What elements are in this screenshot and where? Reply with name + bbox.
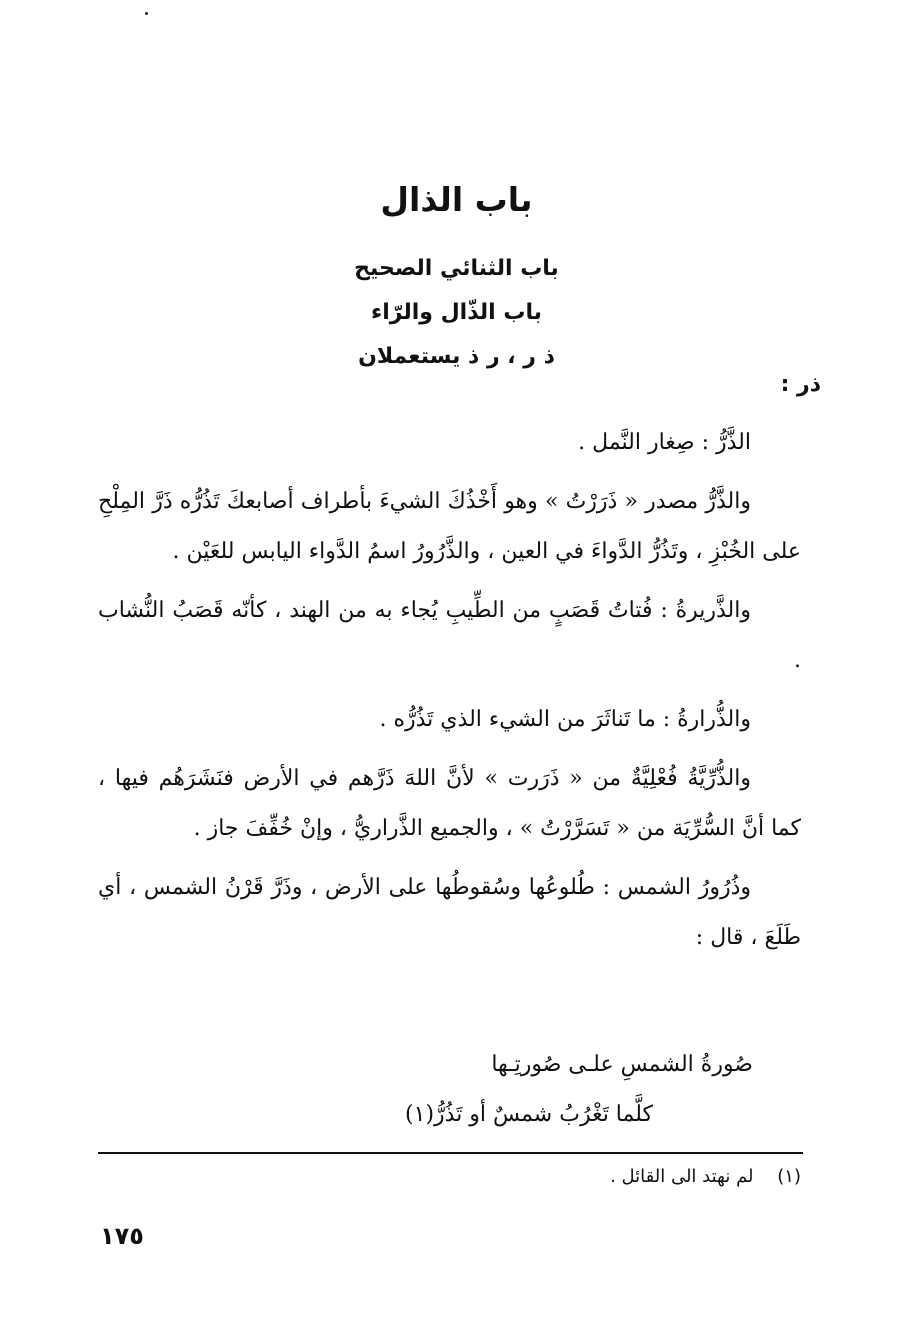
- root-label: ذر :: [780, 372, 821, 397]
- paragraph: والذُّرارةُ : ما تَناثَرَ من الشيء الذي تَذُرُّه .: [379, 707, 751, 732]
- chapter-headings: [0, 180, 913, 379]
- subsection-title: باب الذّال والرّاء: [370, 300, 543, 325]
- paragraph: الذَّرُّ : صِغار النَّمل .: [578, 430, 751, 455]
- paragraph: وذُرُورُ الشمس : طُلوعُها وسُقوطُها على الأرض ، وذَرَّ قَرْنُ الشمس ، أي طَلَعَ ، قال :: [98, 875, 801, 950]
- root-forms-title: ذ ر ، ر ذ يستعملان: [358, 344, 555, 369]
- poetry-verse: [150, 1040, 753, 1140]
- paragraph: والذُّرِّيَّةُ فُعْلِيَّةٌ من « ذَرَرت » لأنَّ اللهَ ذَرَّهم في الأرض فنَشَرَهُم فيها ، كما أنَّ السُّرِّيَة من « تَسَرَّرْتُ » ، والجميع الذَّراريُّ ، وإنْ خُفِّفَ جاز .: [98, 766, 801, 841]
- footnote-text: لم نهتد الى القائل .: [610, 1166, 754, 1187]
- chapter-title: باب الذال: [380, 180, 533, 219]
- page-number: ١٧٥: [100, 1222, 144, 1250]
- section-title: باب الثنائي الصحيح: [354, 256, 559, 281]
- entry-body: [98, 418, 801, 972]
- footnote-divider: [98, 1152, 803, 1154]
- paragraph: والذَّريرةُ : فُتاتُ قَصَبٍ من الطِّيبِ يُجاء به من الهند ، كأنّه قَصَبُ النُّشاب .: [98, 598, 801, 673]
- verse-line-2: كلَّما تَغْرُبُ شمسٌ أو تَذُرُّ(١): [405, 1102, 653, 1127]
- verse-line-1: صُورةُ الشمسِ علـى صُورتِـها: [491, 1052, 753, 1077]
- footnote-number: (١): [777, 1166, 801, 1187]
- footnote: [610, 1166, 801, 1187]
- paragraph: والذَّرُّ مصدر « ذَرَرْتُ » وهو أَخْذُكَ الشيءَ بأطراف أصابعكَ تَذُرُّه ذَرَّ المِلْحِ على الخُبْزِ ، وتَذُرُّ الدَّواءَ في العين ، والذَّرُورُ اسمُ الدَّواء اليابس للعَيْن .: [98, 489, 801, 564]
- ink-speck: [145, 12, 148, 15]
